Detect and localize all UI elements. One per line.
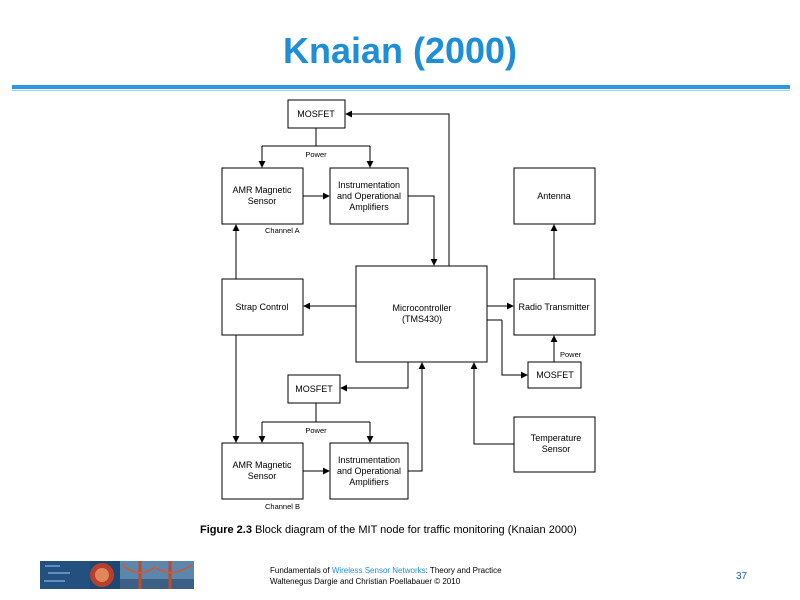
radio-transmitter-label: Radio Transmitter bbox=[518, 302, 590, 312]
footer-line-2: Waltenegus Dargie and Christian Poellabauer © 2010 bbox=[270, 577, 461, 586]
footer-line-1-suffix: : Theory and Practice bbox=[425, 566, 502, 575]
figure-label: Figure 2.3 bbox=[200, 524, 252, 536]
amp-a-label-3: Amplifiers bbox=[349, 202, 389, 212]
temperature-label-2: Sensor bbox=[541, 444, 571, 454]
amr-b-label-1: AMR Magnetic bbox=[232, 460, 292, 470]
mosfet-right-label: MOSFET bbox=[536, 370, 574, 380]
amr-a-label-1: AMR Magnetic bbox=[232, 185, 292, 195]
power-right-label: Power bbox=[560, 350, 582, 359]
figure-caption bbox=[200, 524, 577, 536]
power-bottom-label: Power bbox=[305, 426, 327, 435]
wire-mosfet-mid-power bbox=[262, 403, 370, 422]
footer-book-link[interactable]: Wireless Sensor Networks bbox=[331, 566, 426, 575]
amp-a-label-1: Instrumentation bbox=[337, 180, 401, 190]
footer-citation bbox=[270, 565, 502, 587]
wire-amp-a-to-mcu bbox=[408, 196, 434, 265]
footer-line-1-prefix: Fundamentals of bbox=[270, 566, 332, 575]
channel-a-label: Channel A bbox=[265, 226, 300, 235]
channel-b-label: Channel B bbox=[265, 502, 301, 511]
power-top-label: Power bbox=[305, 150, 327, 159]
amr-a-label-2: Sensor bbox=[247, 196, 277, 206]
figure-text: Block diagram of the MIT node for traffic monitoring (Knaian 2000) bbox=[251, 524, 577, 536]
wire-mcu-to-mosfet-mid bbox=[341, 362, 408, 388]
temperature-label-1: Temperature bbox=[530, 433, 582, 443]
mosfet-mid-label: MOSFET bbox=[295, 384, 333, 394]
strap-control-label: Strap Control bbox=[235, 302, 289, 312]
page-number: 37 bbox=[736, 571, 748, 582]
amp-a-label-2: and Operational bbox=[336, 191, 402, 201]
footer-banner-graphic bbox=[40, 561, 194, 589]
mcu-label-2: (TMS430) bbox=[401, 314, 443, 324]
footer-banner-image bbox=[40, 561, 194, 589]
mcu-label-1: Microcontroller bbox=[392, 303, 452, 313]
amp-b-label-3: Amplifiers bbox=[349, 477, 389, 487]
mosfet-top-label: MOSFET bbox=[297, 109, 335, 119]
footer-line-1 bbox=[270, 565, 502, 576]
amp-b-label-2: and Operational bbox=[336, 466, 402, 476]
amp-b-label-1: Instrumentation bbox=[337, 455, 401, 465]
wire-amp-b-to-mcu bbox=[408, 363, 422, 471]
amr-b-label-2: Sensor bbox=[247, 471, 277, 481]
slide-title: Knaian (2000) bbox=[282, 30, 518, 71]
wire-mosfet-top-power bbox=[262, 128, 370, 146]
antenna-label: Antenna bbox=[537, 191, 571, 201]
